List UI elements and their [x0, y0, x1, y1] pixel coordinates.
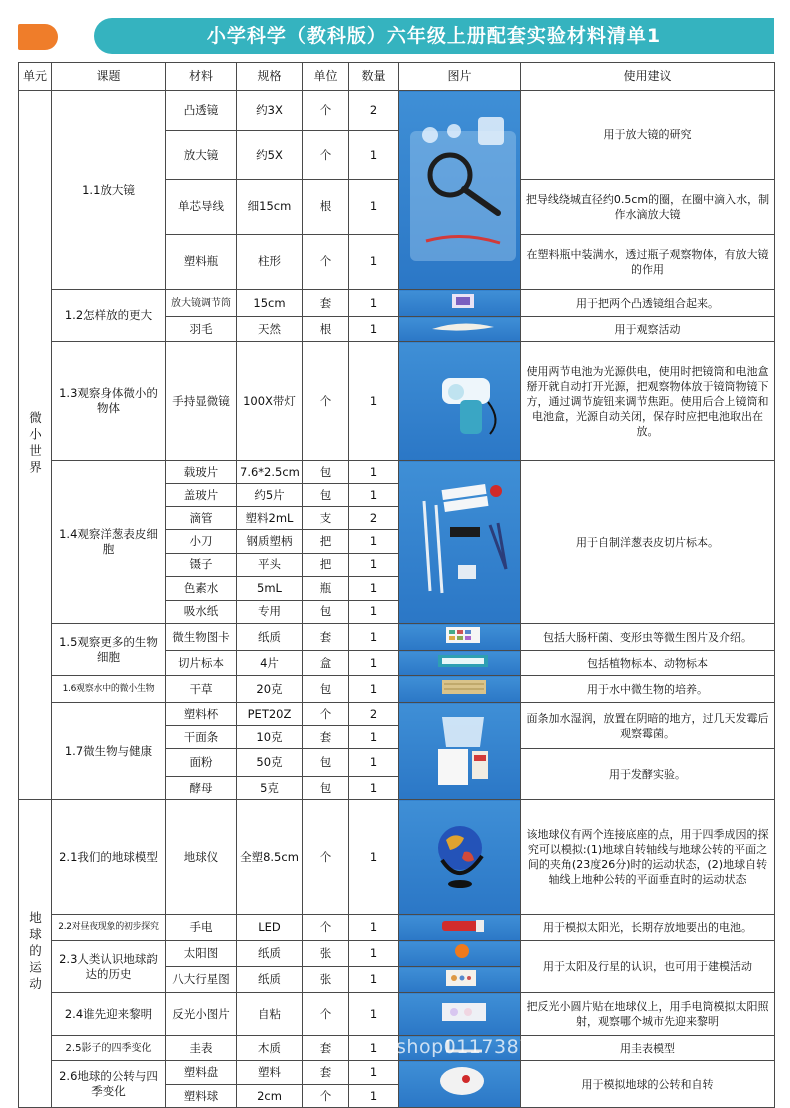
unit-label: 地球的运动: [27, 910, 43, 994]
header-picture: 图片: [399, 63, 521, 91]
flashlight-photo: [399, 915, 521, 941]
quantity-cell: 1: [349, 749, 399, 777]
topic-cell: 2.3人类认识地球韵达的历史: [52, 941, 166, 993]
sun-chart-photo: [399, 941, 521, 967]
header-quantity: 数量: [349, 63, 399, 91]
magnifier-kit-illustration: [402, 91, 521, 285]
usage-cell: 用于太阳及行星的认识，也可用于建模活动: [521, 941, 775, 993]
spec-cell: 纸质: [237, 967, 303, 993]
usage-cell: 用于水中微生物的培养。: [521, 676, 775, 703]
quantity-cell: 1: [349, 179, 399, 234]
flashlight-illustration: [402, 915, 521, 936]
adjust-tube-illustration: [402, 290, 521, 312]
spec-cell: 10克: [237, 726, 303, 749]
measure-unit-cell: 个: [303, 800, 349, 915]
spec-cell: 细15cm: [237, 179, 303, 234]
topic-cell: 2.6地球的公转与四季变化: [52, 1061, 166, 1108]
table-row: [19, 915, 775, 941]
quantity-cell: 1: [349, 726, 399, 749]
quantity-cell: 1: [349, 461, 399, 484]
header-material: 材料: [166, 63, 237, 91]
quantity-cell: 1: [349, 1036, 399, 1061]
quantity-cell: 1: [349, 624, 399, 651]
slides-kit-photo: [399, 461, 521, 624]
measure-unit-cell: 把: [303, 530, 349, 553]
material-cell: 八大行星图: [166, 967, 237, 993]
spec-cell: 自粘: [237, 993, 303, 1036]
table-row: [19, 342, 775, 461]
spec-cell: 5克: [237, 777, 303, 800]
spec-cell: 全塑8.5cm: [237, 800, 303, 915]
material-cell: 羽毛: [166, 317, 237, 342]
topic-cell: 1.5观察更多的生物细胞: [52, 624, 166, 676]
topic-cell: 1.4观察洋葱表皮细胞: [52, 461, 166, 624]
quantity-cell: 1: [349, 317, 399, 342]
measure-unit-cell: 包: [303, 484, 349, 506]
hay-photo: [399, 676, 521, 703]
measure-unit-cell: 把: [303, 553, 349, 576]
topic-cell: 1.7微生物与健康: [52, 703, 166, 800]
unit-cell-micro-world: [19, 91, 52, 800]
usage-cell: 包括植物标本、动物标本: [521, 651, 775, 676]
topic-cell: 2.2对昼夜现象的初步探究: [52, 915, 166, 941]
usage-cell: 用于发酵实验。: [521, 749, 775, 800]
unit-cell-earth-motion: [19, 800, 52, 1108]
spec-cell: 钢质塑柄: [237, 530, 303, 553]
measure-unit-cell: 个: [303, 703, 349, 726]
topic-cell: 2.4谁先迎来黎明: [52, 993, 166, 1036]
quantity-cell: 1: [349, 530, 399, 553]
table-row: [19, 461, 775, 484]
topic-cell: 1.1放大镜: [52, 91, 166, 290]
quantity-cell: 1: [349, 553, 399, 576]
usage-cell: 该地球仪有两个连接底座的点，用于四季成因的探究可以模拟:(1)地球自转轴线与地球公转的平面之间的夹角(23度26分)时的运动状态，(2)地球自转轴线上地种公转的平面垂直时的运动状态: [521, 800, 775, 915]
quantity-cell: 1: [349, 800, 399, 915]
measure-unit-cell: 个: [303, 915, 349, 941]
measure-unit-cell: 个: [303, 993, 349, 1036]
material-cell: 干草: [166, 676, 237, 703]
quantity-cell: 1: [349, 1061, 399, 1085]
measure-unit-cell: 盒: [303, 651, 349, 676]
measure-unit-cell: 包: [303, 777, 349, 800]
quantity-cell: 1: [349, 941, 399, 967]
measure-unit-cell: 张: [303, 967, 349, 993]
material-cell: 酵母: [166, 777, 237, 800]
spec-cell: 纸质: [237, 941, 303, 967]
material-cell: 圭表: [166, 1036, 237, 1061]
adjust-tube-photo: [399, 290, 521, 317]
quantity-cell: 1: [349, 342, 399, 461]
health-kit-illustration: [402, 703, 521, 795]
quantity-cell: 2: [349, 91, 399, 131]
measure-unit-cell: 套: [303, 290, 349, 317]
material-cell: 滴管: [166, 506, 237, 529]
table-row: [19, 290, 775, 317]
table-row: [19, 800, 775, 915]
hay-illustration: [402, 676, 521, 698]
usage-cell: 包括大肠杆菌、变形虫等微生图片及介绍。: [521, 624, 775, 651]
material-cell: 地球仪: [166, 800, 237, 915]
magnifier-photo: [399, 91, 521, 290]
material-cell: 吸水纸: [166, 600, 237, 623]
quantity-cell: 1: [349, 651, 399, 676]
usage-cell: 用于放大镜的研究: [521, 91, 775, 180]
header-measure-unit: 单位: [303, 63, 349, 91]
measure-unit-cell: 根: [303, 179, 349, 234]
material-cell: 色素水: [166, 577, 237, 600]
spec-cell: 4片: [237, 651, 303, 676]
spec-cell: LED: [237, 915, 303, 941]
material-cell: 凸透镜: [166, 91, 237, 131]
material-cell: 塑料瓶: [166, 234, 237, 289]
usage-cell: 把导线绕城直径约0.5cm的圈，在圈中滴入水，制作水滴放大镜: [521, 179, 775, 234]
quantity-cell: 1: [349, 484, 399, 506]
quantity-cell: 1: [349, 993, 399, 1036]
quantity-cell: 1: [349, 915, 399, 941]
spec-cell: 平头: [237, 553, 303, 576]
materials-table: [18, 62, 775, 1108]
table-row: [19, 703, 775, 726]
header-spec: 规格: [237, 63, 303, 91]
feather-illustration: [402, 317, 521, 337]
quantity-cell: 1: [349, 577, 399, 600]
health-kit-photo: [399, 703, 521, 800]
title-banner: [18, 18, 774, 54]
material-cell: 载玻片: [166, 461, 237, 484]
microbe-cards-photo: [399, 624, 521, 651]
spec-cell: 约3X: [237, 91, 303, 131]
reflective-sticker-illustration: [402, 993, 521, 1031]
usage-cell: 把反光小圆片贴在地球仪上，用手电筒模拟太阳照射，观察哪个城市先迎来黎明: [521, 993, 775, 1036]
material-cell: 干面条: [166, 726, 237, 749]
usage-cell: 用于自制洋葱表皮切片标本。: [521, 461, 775, 624]
spec-cell: 纸质: [237, 624, 303, 651]
usage-cell: 用于把两个凸透镜组合起来。: [521, 290, 775, 317]
measure-unit-cell: 套: [303, 726, 349, 749]
reflective-sticker-photo: [399, 993, 521, 1036]
microscope-photo: [399, 342, 521, 461]
measure-unit-cell: 个: [303, 234, 349, 289]
quantity-cell: 2: [349, 703, 399, 726]
shop-watermark: shop01173877...: [396, 1036, 564, 1058]
measure-unit-cell: 根: [303, 317, 349, 342]
topic-cell: 1.6观察水中的微小生物: [52, 676, 166, 703]
sun-chart-illustration: [402, 941, 521, 962]
table-header-row: [19, 63, 775, 91]
material-cell: 太阳图: [166, 941, 237, 967]
spec-cell: 塑料2mL: [237, 506, 303, 529]
quantity-cell: 1: [349, 234, 399, 289]
spec-cell: 柱形: [237, 234, 303, 289]
slide-specimen-photo: [399, 651, 521, 676]
usage-cell: 在塑料瓶中装满水，透过瓶子观察物体，有放大镜的作用: [521, 234, 775, 289]
globe-photo: [399, 800, 521, 915]
header-usage: 使用建议: [521, 63, 775, 91]
plate-ball-illustration: [402, 1061, 521, 1103]
material-cell: 单芯导线: [166, 179, 237, 234]
table-row: [19, 91, 775, 131]
material-cell: 微生物图卡: [166, 624, 237, 651]
material-cell: 镊子: [166, 553, 237, 576]
table-row: [19, 624, 775, 651]
usage-cell: 用于模拟地球的公转和自转: [521, 1061, 775, 1108]
topic-cell: 1.3观察身体微小的物体: [52, 342, 166, 461]
material-cell: 塑料球: [166, 1085, 237, 1108]
measure-unit-cell: 支: [303, 506, 349, 529]
slide-specimen-illustration: [402, 651, 521, 671]
feather-photo: [399, 317, 521, 342]
material-cell: 盖玻片: [166, 484, 237, 506]
measure-unit-cell: 包: [303, 461, 349, 484]
table-row: [19, 941, 775, 967]
microscope-illustration: [402, 342, 521, 456]
measure-unit-cell: 个: [303, 342, 349, 461]
material-cell: 反光小图片: [166, 993, 237, 1036]
quantity-cell: 1: [349, 967, 399, 993]
measure-unit-cell: 套: [303, 1061, 349, 1085]
material-cell: 面粉: [166, 749, 237, 777]
measure-unit-cell: 个: [303, 1085, 349, 1108]
spec-cell: 2cm: [237, 1085, 303, 1108]
measure-unit-cell: 套: [303, 624, 349, 651]
plate-ball-photo: [399, 1061, 521, 1108]
quantity-cell: 1: [349, 676, 399, 703]
usage-cell: 用于观察活动: [521, 317, 775, 342]
material-cell: 小刀: [166, 530, 237, 553]
quantity-cell: 1: [349, 131, 399, 180]
measure-unit-cell: 套: [303, 1036, 349, 1061]
planets-chart-photo: [399, 967, 521, 993]
topic-cell: 1.2怎样放的更大: [52, 290, 166, 342]
page-title: 小学科学（教科版）六年级上册配套实验材料清单1: [206, 25, 662, 47]
material-cell: 塑料盘: [166, 1061, 237, 1085]
spec-cell: 100X带灯: [237, 342, 303, 461]
spec-cell: 天然: [237, 317, 303, 342]
unit-label: 微小世界: [27, 410, 43, 477]
spec-cell: 塑料: [237, 1061, 303, 1085]
material-cell: 放大镜: [166, 131, 237, 180]
measure-unit-cell: 包: [303, 676, 349, 703]
spec-cell: 50克: [237, 749, 303, 777]
spec-cell: 20克: [237, 676, 303, 703]
usage-cell: 用于模拟太阳光，长期存放地要出的电池。: [521, 915, 775, 941]
globe-illustration: [402, 800, 521, 910]
measure-unit-cell: 张: [303, 941, 349, 967]
spec-cell: 5mL: [237, 577, 303, 600]
measure-unit-cell: 包: [303, 749, 349, 777]
material-cell: 手持显微镜: [166, 342, 237, 461]
spec-cell: 木质: [237, 1036, 303, 1061]
spec-cell: 约5X: [237, 131, 303, 180]
spec-cell: 约5片: [237, 484, 303, 506]
slides-kit-illustration: [402, 461, 521, 619]
spec-cell: PET20Z: [237, 703, 303, 726]
quantity-cell: 2: [349, 506, 399, 529]
planets-chart-illustration: [402, 967, 521, 988]
table-row: [19, 1061, 775, 1085]
table-row: [19, 993, 775, 1036]
measure-unit-cell: 个: [303, 91, 349, 131]
quantity-cell: 1: [349, 777, 399, 800]
measure-unit-cell: 个: [303, 131, 349, 180]
table-row: [19, 676, 775, 703]
material-cell: 切片标本: [166, 651, 237, 676]
quantity-cell: 1: [349, 1085, 399, 1108]
material-cell: 放大镜调节筒: [166, 290, 237, 317]
spec-cell: 15cm: [237, 290, 303, 317]
quantity-cell: 1: [349, 290, 399, 317]
orange-tab-decoration: [18, 24, 58, 50]
header-unit: 单元: [19, 63, 52, 91]
usage-cell: 面条加水湿润，放置在阴暗的地方，过几天发霉后观察霉菌。: [521, 703, 775, 749]
header-topic: 课题: [52, 63, 166, 91]
usage-cell: 用圭表模型: [521, 1036, 775, 1061]
measure-unit-cell: 瓶: [303, 577, 349, 600]
usage-cell: 使用两节电池为光源供电，使用时把镜筒和电池盒掰开就自动打开光源，把观察物体放于镜筒物镜下方，通过调节旋钮来调节焦距。使用后合上镜筒和电池盒，光源自动关闭，保存时应把电池取出在放。: [521, 342, 775, 461]
spec-cell: 7.6*2.5cm: [237, 461, 303, 484]
topic-cell: 2.5影子的四季变化: [52, 1036, 166, 1061]
material-cell: 手电: [166, 915, 237, 941]
microbe-cards-illustration: [402, 624, 521, 646]
measure-unit-cell: 包: [303, 600, 349, 623]
spec-cell: 专用: [237, 600, 303, 623]
quantity-cell: 1: [349, 600, 399, 623]
material-cell: 塑料杯: [166, 703, 237, 726]
topic-cell: 2.1我们的地球模型: [52, 800, 166, 915]
